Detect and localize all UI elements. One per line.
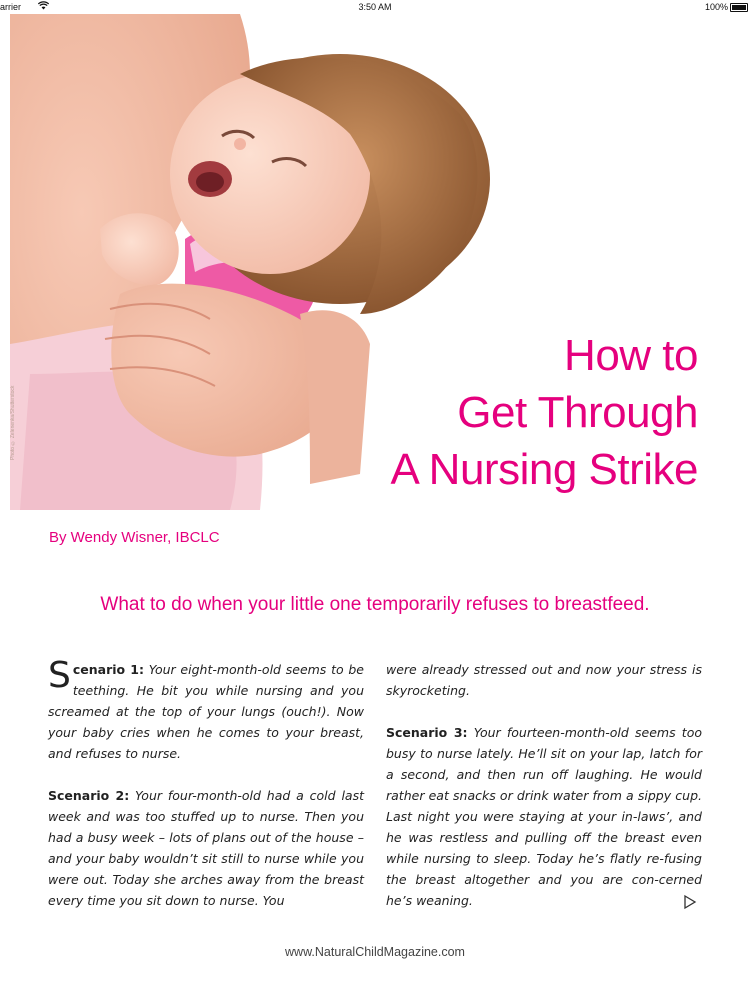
drop-cap: S <box>48 655 71 696</box>
article-title <box>278 327 698 498</box>
scenario-1-text: Your eight-month-old seems to be teething. He bit you while nursing and you screamed at the top of your lungs (ouch!). Now your baby cries when he comes to your breast, and refuses to nurse. <box>48 662 364 761</box>
title-line-3: A Nursing Strike <box>390 445 698 494</box>
scenario-3-label: Scenario 3: <box>386 725 468 740</box>
scenario-1-label: cenario 1: <box>72 662 144 677</box>
scenario-2-label: Scenario 2: <box>48 788 130 803</box>
status-bar <box>0 0 750 14</box>
scenario-3-text: Your fourteen-month-old seems too busy to nurse lately. He’ll sit on your lap, latch for a second, and then run off laughing. He would rather eat snacks or drink water from a sippy cup. Last night you were staying at your in-laws’, and he was restless and pulling off the breast even while nursing to sleep. Today he’s flatly re-fusing the breast altogether and you are con-cerned he’s weaning. <box>386 725 702 908</box>
scenario-2-text: Your four-month-old had a cold last week and was too stuffed up to nurse. Then you had a busy week – lots of plans out of the house – and your baby wouldn’t sit still to nurse while you were out. Today she arches away from the breast every time you sit down to nurse. You <box>48 788 364 908</box>
paragraph-continued <box>386 659 702 701</box>
paragraph-scenario-3 <box>386 722 702 911</box>
byline: By Wendy Wisner, IBCLC <box>49 529 220 546</box>
footer-url[interactable]: www.NaturalChildMagazine.com <box>285 945 465 959</box>
battery-icon <box>730 3 748 12</box>
scenario-2-continued-text: were already stressed out and now your stress is skyrocketing. <box>386 662 702 698</box>
carrier-label: arrier <box>0 2 22 12</box>
play-arrow-icon[interactable] <box>683 894 697 910</box>
photo-credit: Photo © Zelenenka/Shutterstock <box>10 385 16 460</box>
title-line-1: How to <box>564 331 698 380</box>
paragraph-scenario-1 <box>48 655 364 764</box>
article-column-2 <box>386 659 702 911</box>
battery-percent: 100% <box>704 2 728 12</box>
article-deck: What to do when your little one temporarily refuses to breastfeed. <box>100 594 650 615</box>
paragraph-scenario-2 <box>48 785 364 911</box>
title-line-2: Get Through <box>457 388 698 437</box>
clock: 3:50 AM <box>358 2 392 12</box>
article-column-1 <box>48 655 364 911</box>
